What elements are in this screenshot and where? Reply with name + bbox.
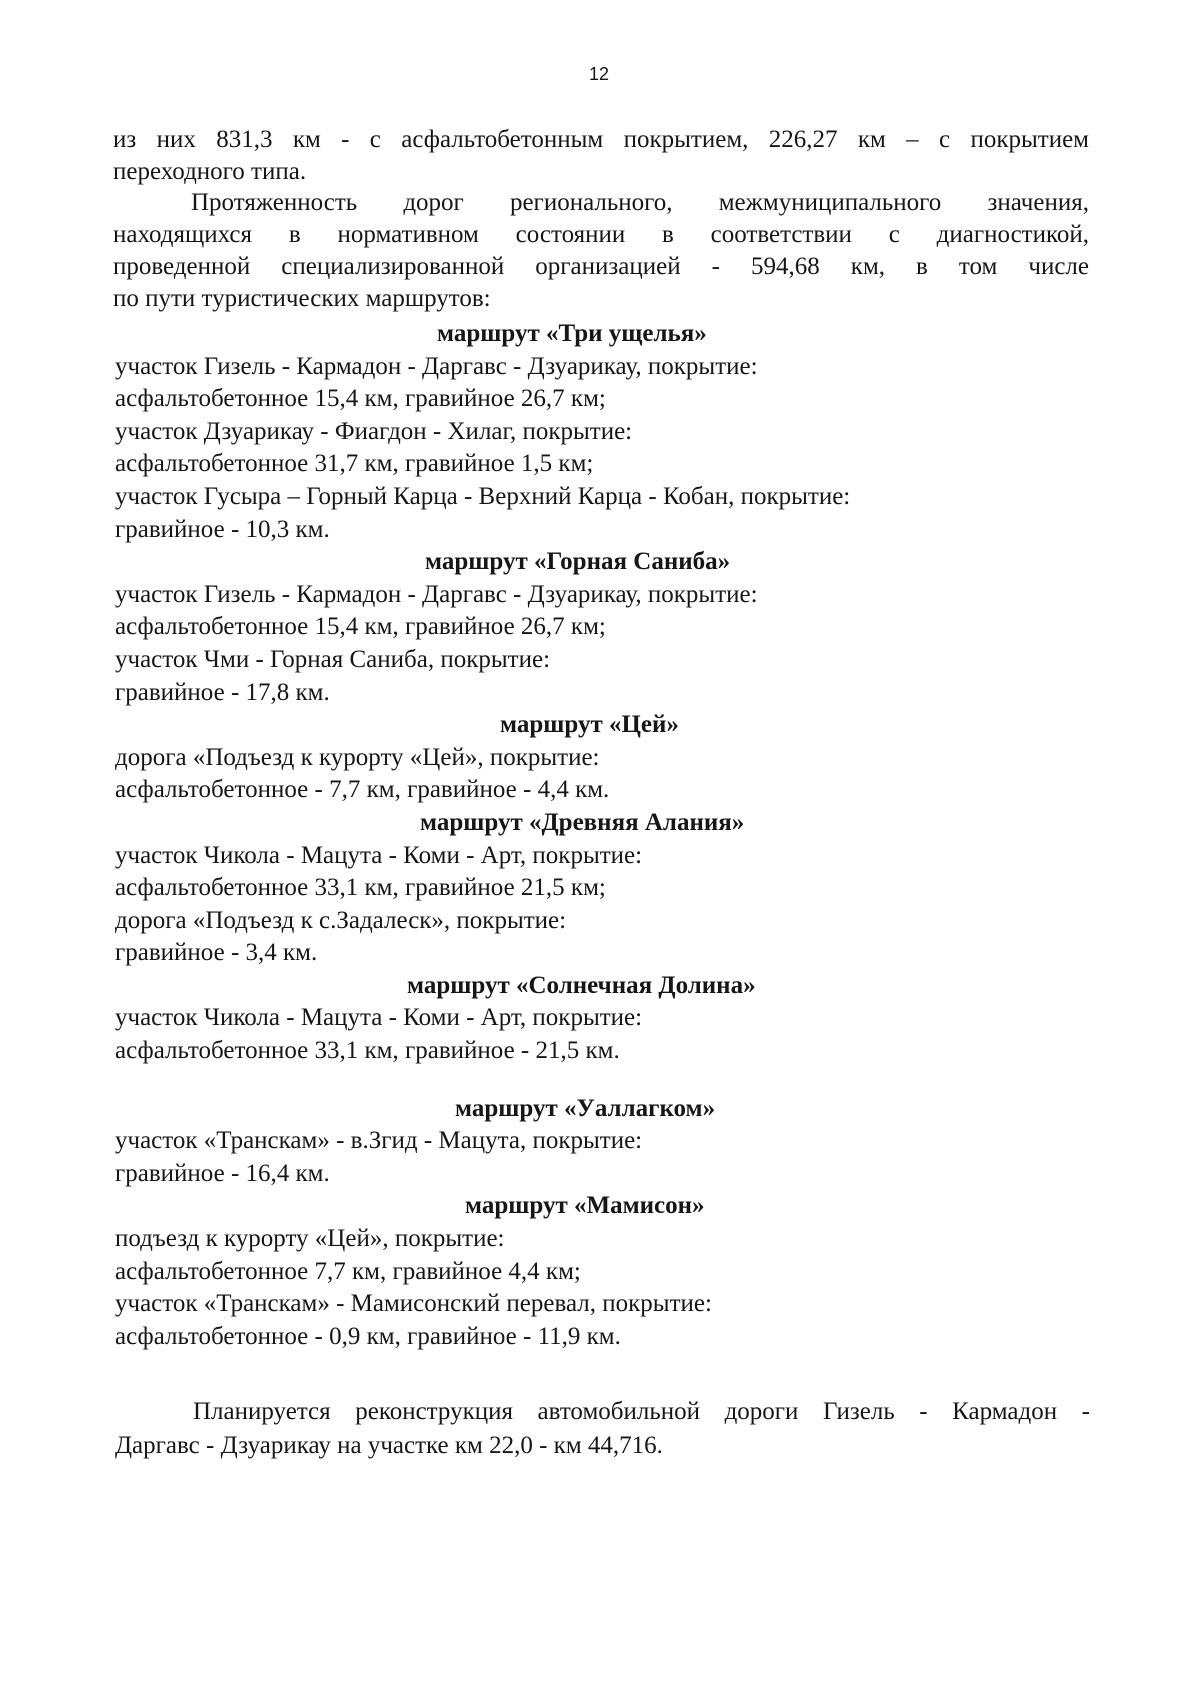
route-line: участок Дзуарикау - Фиагдон - Хилаг, покрытие: bbox=[115, 417, 633, 445]
route-line: гравийное - 16,4 км. bbox=[115, 1159, 330, 1187]
route-line: дорога «Подъезд к с.Задалеск», покрытие: bbox=[115, 906, 567, 934]
routes-list bbox=[115, 318, 1075, 1353]
spacer bbox=[115, 1068, 1075, 1093]
route-line: гравийное - 3,4 км. bbox=[115, 939, 318, 967]
route-title: маршрут «Уаллагком» bbox=[455, 1094, 716, 1122]
route-line: дорога «Подъезд к курорту «Цей», покрытие: bbox=[115, 743, 600, 771]
lead-line: находящихся в нормативном состоянии в соответствии с диагностикой, bbox=[113, 221, 1089, 248]
route-line: асфальтобетонное - 7,7 км, гравийное - 4,4 км. bbox=[115, 776, 610, 804]
plan-paragraph bbox=[115, 1395, 1090, 1463]
route-line: участок Гусыра – Горный Карца - Верхний Карца - Кобан, покрытие: bbox=[115, 482, 851, 510]
route-line: участок Чми - Горная Саниба, покрытие: bbox=[115, 645, 551, 673]
route-title: маршрут «Солнечная Долина» bbox=[407, 971, 756, 999]
plan-line: Даргавс - Дзуарикау на участке км 22,0 - км 44,716. bbox=[115, 1432, 663, 1459]
lead-line: Протяженность дорог регионального, межмуниципального значения, bbox=[191, 189, 1089, 216]
lead-line: по пути туристических маршрутов: bbox=[113, 285, 491, 312]
route-line: подъезд к курорту «Цей», покрытие: bbox=[115, 1225, 505, 1253]
route-line: участок Чикола - Мацута - Коми - Арт, покрытие: bbox=[115, 1004, 643, 1032]
route-title: маршрут «Цей» bbox=[500, 711, 679, 739]
lead-line: проведенной специализированной организацией - 594,68 км, в том числе bbox=[113, 253, 1089, 280]
route-line: гравийное - 10,3 км. bbox=[115, 515, 330, 543]
route-title: маршрут «Древняя Алания» bbox=[420, 808, 745, 836]
route-line: асфальтобетонное 15,4 км, гравийное 26,7 км; bbox=[115, 613, 606, 641]
route-line: участок Гизель - Кармадон - Даргавс - Дзуарикау, покрытие: bbox=[115, 352, 758, 380]
route-line: асфальтобетонное 31,7 км, гравийное 1,5 км; bbox=[115, 450, 594, 478]
intro-paragraph bbox=[113, 124, 1089, 188]
route-title: маршрут «Горная Саниба» bbox=[425, 548, 731, 576]
route-line: асфальтобетонное - 0,9 км, гравийное - 11,9 км. bbox=[115, 1322, 621, 1350]
intro-line: из них 831,3 км - с асфальтобетонным покрытием, 226,27 км – с покрытием bbox=[113, 126, 1089, 153]
intro-line: переходного типа. bbox=[113, 158, 307, 185]
route-line: участок «Транскам» - в.Згид - Мацута, покрытие: bbox=[115, 1127, 643, 1155]
route-line: асфальтобетонное 33,1 км, гравийное - 21,5 км. bbox=[115, 1037, 620, 1065]
route-line: асфальтобетонное 33,1 км, гравийное 21,5 км; bbox=[115, 874, 606, 902]
page-number: 12 bbox=[588, 64, 610, 84]
route-line: участок Гизель - Кармадон - Даргавс - Дзуарикау, покрытие: bbox=[115, 580, 758, 608]
route-line: гравийное - 17,8 км. bbox=[115, 678, 330, 706]
route-title: маршрут «Мамисон» bbox=[465, 1192, 705, 1220]
route-line: участок «Транскам» - Мамисонский перевал, покрытие: bbox=[115, 1290, 712, 1318]
lead-paragraph bbox=[113, 187, 1089, 315]
plan-line: Планируется реконструкция автомобильной дороги Гизель - Кармадон - bbox=[193, 1398, 1090, 1425]
route-line: асфальтобетонное 7,7 км, гравийное 4,4 км; bbox=[115, 1257, 581, 1285]
route-line: участок Чикола - Мацута - Коми - Арт, покрытие: bbox=[115, 841, 643, 869]
route-line: асфальтобетонное 15,4 км, гравийное 26,7 км; bbox=[115, 385, 606, 413]
route-title: маршрут «Три ущелья» bbox=[437, 320, 707, 347]
